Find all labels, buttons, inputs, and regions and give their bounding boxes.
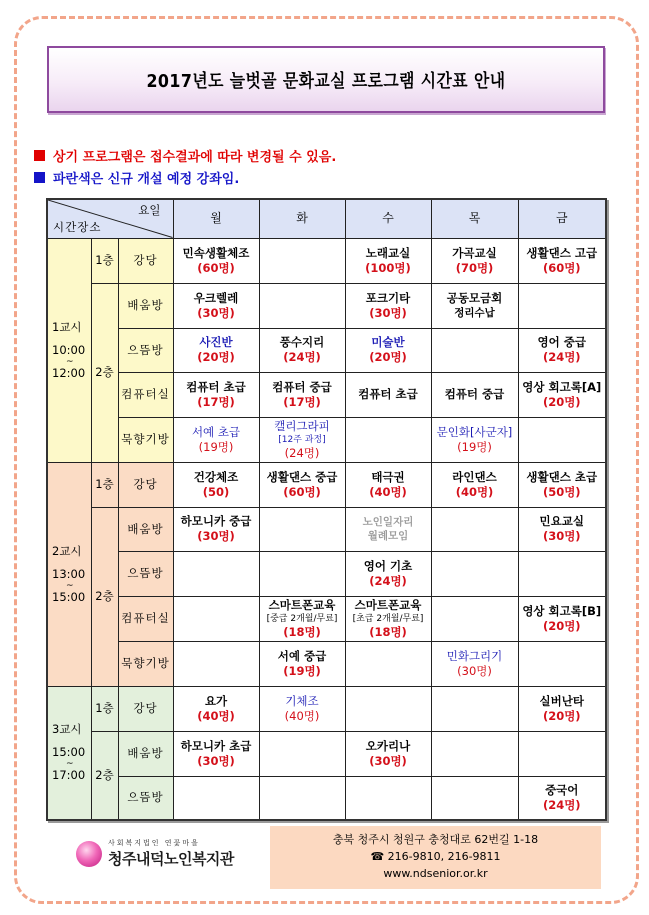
class-name: 영어 기초 (363, 558, 413, 573)
class-name: 영어 중급 (537, 335, 586, 349)
class-cell (518, 776, 606, 820)
class-capacity: (19명) (283, 663, 321, 678)
logo-org-text: 사회복지법인 연꽃마을 (108, 839, 200, 847)
class-sub-name: 월례모임 (367, 530, 409, 542)
period-label: 3교시 (52, 722, 82, 737)
class-name: 노래교실 (365, 245, 411, 260)
period-start-time: 10:00 (52, 342, 86, 357)
class-name: 컴퓨터 중급 (444, 387, 505, 401)
room-cell: 배움방 (118, 283, 173, 328)
table-row (47, 283, 606, 328)
table-row (47, 462, 606, 507)
floor-cell: 1층 (91, 238, 118, 283)
class-cell (518, 731, 606, 776)
class-cell (431, 283, 518, 328)
room-cell: 으뜸방 (118, 776, 173, 820)
day-header-wed: 수 (345, 199, 431, 238)
class-cell (345, 372, 431, 417)
class-capacity: (40명) (369, 484, 407, 499)
class-capacity: (18명) (283, 624, 321, 639)
class-cell (173, 462, 259, 507)
class-name: 요가 (204, 693, 228, 708)
class-name: 캘리그라피 (274, 418, 330, 433)
class-name: 스마트폰교육 (268, 597, 336, 612)
class-cell (431, 551, 518, 596)
title-banner (47, 46, 605, 113)
class-capacity: (40명) (455, 484, 494, 499)
class-name: 태극권 (371, 469, 405, 484)
room-cell: 강당 (118, 238, 173, 283)
address-text: 충북 청주시 청원구 충청대로 62번길 1-18 (332, 833, 539, 846)
class-capacity: (20명) (369, 350, 407, 364)
table-row (47, 328, 606, 372)
class-cell (259, 776, 345, 820)
class-cell (431, 417, 518, 462)
welfare-center-logo (76, 838, 234, 869)
class-capacity: (24명) (542, 797, 581, 812)
class-name: 영상 회고록[A] (522, 379, 602, 394)
class-name: 노인일자리 (362, 516, 414, 528)
class-capacity: (30명) (197, 753, 235, 768)
class-name: 컴퓨터 초급 (186, 379, 246, 394)
table-row (47, 507, 606, 551)
class-cell (518, 596, 606, 641)
class-cell (431, 238, 518, 283)
period-end-time: 12:00 (52, 365, 86, 380)
class-capacity: (30명) (369, 305, 407, 320)
period-label: 2교시 (52, 543, 82, 558)
room-cell: 배움방 (118, 731, 173, 776)
class-capacity: (50) (202, 484, 230, 499)
class-cell (259, 417, 345, 462)
class-capacity: (30명) (197, 305, 235, 320)
class-name: 컴퓨터 초급 (358, 387, 418, 401)
corner-header (47, 199, 173, 238)
class-cell (518, 372, 606, 417)
class-cell (431, 507, 518, 551)
class-cell (345, 507, 431, 551)
table-row (47, 417, 606, 462)
class-cell (345, 641, 431, 686)
period-cell (47, 238, 91, 462)
class-name: 건강체조 (193, 469, 239, 484)
class-name: 생활댄스 중급 (266, 469, 338, 484)
class-name: 중국어 (545, 782, 579, 797)
class-name: 컴퓨터 중급 (272, 379, 332, 394)
class-cell (259, 507, 345, 551)
room-cell: 컴퓨터실 (118, 372, 173, 417)
phone-icon: ☎ (370, 850, 385, 863)
class-capacity: (60명) (542, 260, 581, 275)
red-square-bullet-icon (34, 150, 45, 161)
room-cell: 컴퓨터실 (118, 596, 173, 641)
class-name: 포크기타 (365, 290, 411, 305)
class-name: 미술반 (371, 335, 405, 349)
class-sub-name: 정리수납 (454, 307, 495, 319)
class-cell (345, 596, 431, 641)
logo-name-text: 청주내덕노인복지관 (108, 850, 234, 868)
period-cell (47, 462, 91, 686)
class-cell (431, 776, 518, 820)
class-cell (259, 462, 345, 507)
period-label: 1교시 (52, 319, 82, 334)
class-cell (518, 417, 606, 462)
class-cell (259, 238, 345, 283)
class-name: 하모니카 중급 (180, 514, 252, 528)
schedule-table (46, 198, 607, 821)
class-cell (345, 686, 431, 731)
class-capacity: (60명) (197, 260, 235, 275)
class-capacity: (20명) (542, 708, 581, 723)
class-cell (431, 641, 518, 686)
class-cell (173, 596, 259, 641)
class-capacity: (17명) (197, 394, 235, 409)
class-cell (345, 731, 431, 776)
class-capacity: (20명) (542, 394, 581, 409)
class-capacity: (40명) (284, 708, 320, 723)
class-cell (173, 776, 259, 820)
class-capacity: (60명) (283, 484, 321, 499)
class-cell (518, 283, 606, 328)
header-row (47, 199, 606, 238)
website-link[interactable]: www.ndsenior.or.kr (383, 867, 488, 880)
class-name: 공동모금회 (446, 291, 503, 305)
class-cell (345, 462, 431, 507)
room-cell: 으뜸방 (118, 551, 173, 596)
class-cell (173, 641, 259, 686)
class-name: 서예 중급 (277, 648, 327, 663)
class-cell (259, 686, 345, 731)
class-cell (173, 372, 259, 417)
period-tilde: ~ (66, 356, 74, 367)
room-cell: 강당 (118, 462, 173, 507)
room-cell: 강당 (118, 686, 173, 731)
table-row (47, 686, 606, 731)
class-cell (431, 596, 518, 641)
class-cell (259, 283, 345, 328)
class-cell (173, 507, 259, 551)
period-start-time: 15:00 (52, 745, 86, 760)
class-capacity: (17명) (283, 394, 321, 409)
table-row (47, 238, 606, 283)
class-cell (173, 686, 259, 731)
class-cell (518, 238, 606, 283)
class-cell (259, 372, 345, 417)
class-cell (431, 686, 518, 731)
class-name: 스마트폰교육 (354, 597, 422, 612)
class-cell (259, 328, 345, 372)
room-cell: 묵향기방 (118, 641, 173, 686)
class-name: 서예 초급 (191, 424, 241, 439)
class-cell (431, 731, 518, 776)
class-name: 민화그리기 (446, 648, 503, 663)
class-cell (259, 641, 345, 686)
class-cell (345, 776, 431, 820)
class-cell (518, 551, 606, 596)
notice-change (34, 146, 336, 165)
blue-square-bullet-icon (34, 172, 45, 183)
class-capacity: (30명) (457, 663, 492, 678)
class-cell (518, 507, 606, 551)
page-title: 2017년도 늘벗골 문화교실 프로그램 시간표 안내 (146, 70, 506, 92)
class-cell (259, 731, 345, 776)
day-axis-label: 요일 (138, 203, 161, 217)
floor-cell: 1층 (91, 462, 118, 507)
room-cell: 묵향기방 (118, 417, 173, 462)
class-capacity: (18명) (369, 624, 407, 639)
class-cell (345, 328, 431, 372)
class-capacity: (100명) (365, 260, 411, 275)
class-name: 가곡교실 (452, 245, 497, 260)
class-capacity: (24명) (542, 350, 581, 364)
class-detail: [중급 2개월/무료] (266, 613, 338, 624)
notice-new-course (34, 168, 239, 187)
day-header-thu: 목 (431, 199, 518, 238)
class-detail: [12주 과정] (278, 434, 326, 445)
class-capacity: (30명) (369, 753, 407, 768)
class-cell (518, 641, 606, 686)
class-cell (259, 596, 345, 641)
floor-cell: 1층 (91, 686, 118, 731)
class-name: 라인댄스 (452, 469, 497, 484)
phone-line (270, 848, 601, 865)
class-name: 문인화[사군자] (436, 424, 513, 439)
class-capacity: (50명) (542, 484, 581, 499)
period-end-time: 15:00 (52, 589, 86, 604)
class-cell (173, 328, 259, 372)
class-capacity: (24명) (369, 573, 407, 588)
class-name: 민요교실 (539, 514, 584, 528)
period-start-time: 13:00 (52, 566, 86, 581)
period-cell (47, 686, 91, 820)
room-cell: 으뜸방 (118, 328, 173, 372)
class-cell (518, 686, 606, 731)
class-cell (431, 328, 518, 372)
table-row (47, 372, 606, 417)
class-cell (173, 283, 259, 328)
class-name: 하모니카 초급 (180, 738, 252, 753)
phone-text: 216-9810, 216-9811 (387, 850, 501, 863)
table-row (47, 641, 606, 686)
table-row (47, 551, 606, 596)
notice-new-course-text: 파란색은 신규 개설 예정 강좌임. (53, 172, 240, 187)
floor-cell: 2층 (91, 283, 118, 462)
class-capacity: (30명) (197, 529, 235, 543)
class-cell (518, 462, 606, 507)
class-name: 생활댄스 초급 (526, 469, 598, 484)
day-header-fri: 금 (518, 199, 606, 238)
class-cell (345, 417, 431, 462)
class-cell (431, 372, 518, 417)
lotus-ball-icon (76, 841, 102, 867)
class-cell (345, 551, 431, 596)
class-name: 실버난타 (539, 693, 584, 708)
period-tilde: ~ (66, 759, 74, 770)
class-cell (173, 417, 259, 462)
notice-change-text: 상기 프로그램은 접수결과에 따라 변경될 수 있음. (53, 150, 337, 165)
class-name: 기체조 (285, 693, 319, 708)
time-place-axis-label: 시간장소 (53, 219, 102, 234)
period-end-time: 17:00 (52, 768, 86, 783)
class-cell (173, 551, 259, 596)
class-name: 민속생활체조 (182, 245, 250, 260)
class-name: 우크렐레 (193, 290, 239, 305)
period-tilde: ~ (66, 580, 74, 591)
room-cell: 배움방 (118, 507, 173, 551)
class-capacity: (24명) (284, 445, 320, 460)
class-cell (259, 551, 345, 596)
class-capacity: (40명) (197, 708, 235, 723)
class-capacity: (70명) (455, 260, 494, 275)
class-name: 오카리나 (365, 738, 411, 753)
table-row (47, 596, 606, 641)
day-header-tue: 화 (259, 199, 345, 238)
class-capacity: (30명) (542, 529, 581, 543)
class-cell (173, 731, 259, 776)
class-cell (518, 328, 606, 372)
class-name: 영상 회고록[B] (522, 603, 602, 618)
day-header-mon: 월 (173, 199, 259, 238)
class-cell (431, 462, 518, 507)
class-capacity: (24명) (283, 350, 321, 364)
floor-cell: 2층 (91, 507, 118, 686)
floor-cell: 2층 (91, 731, 118, 820)
class-cell (345, 283, 431, 328)
class-capacity: (20명) (542, 618, 581, 633)
table-row (47, 776, 606, 820)
class-capacity: (20명) (197, 350, 235, 364)
class-cell (173, 238, 259, 283)
class-name: 생활댄스 고급 (526, 245, 598, 260)
table-row (47, 731, 606, 776)
class-cell (345, 238, 431, 283)
class-capacity: (19명) (457, 439, 492, 454)
class-capacity: (19명) (198, 439, 234, 454)
class-name: 사진반 (199, 335, 233, 349)
class-name: 풍수지리 (279, 335, 325, 349)
class-detail: [초급 2개월/무료] (352, 613, 424, 624)
contact-info-box (270, 826, 601, 889)
